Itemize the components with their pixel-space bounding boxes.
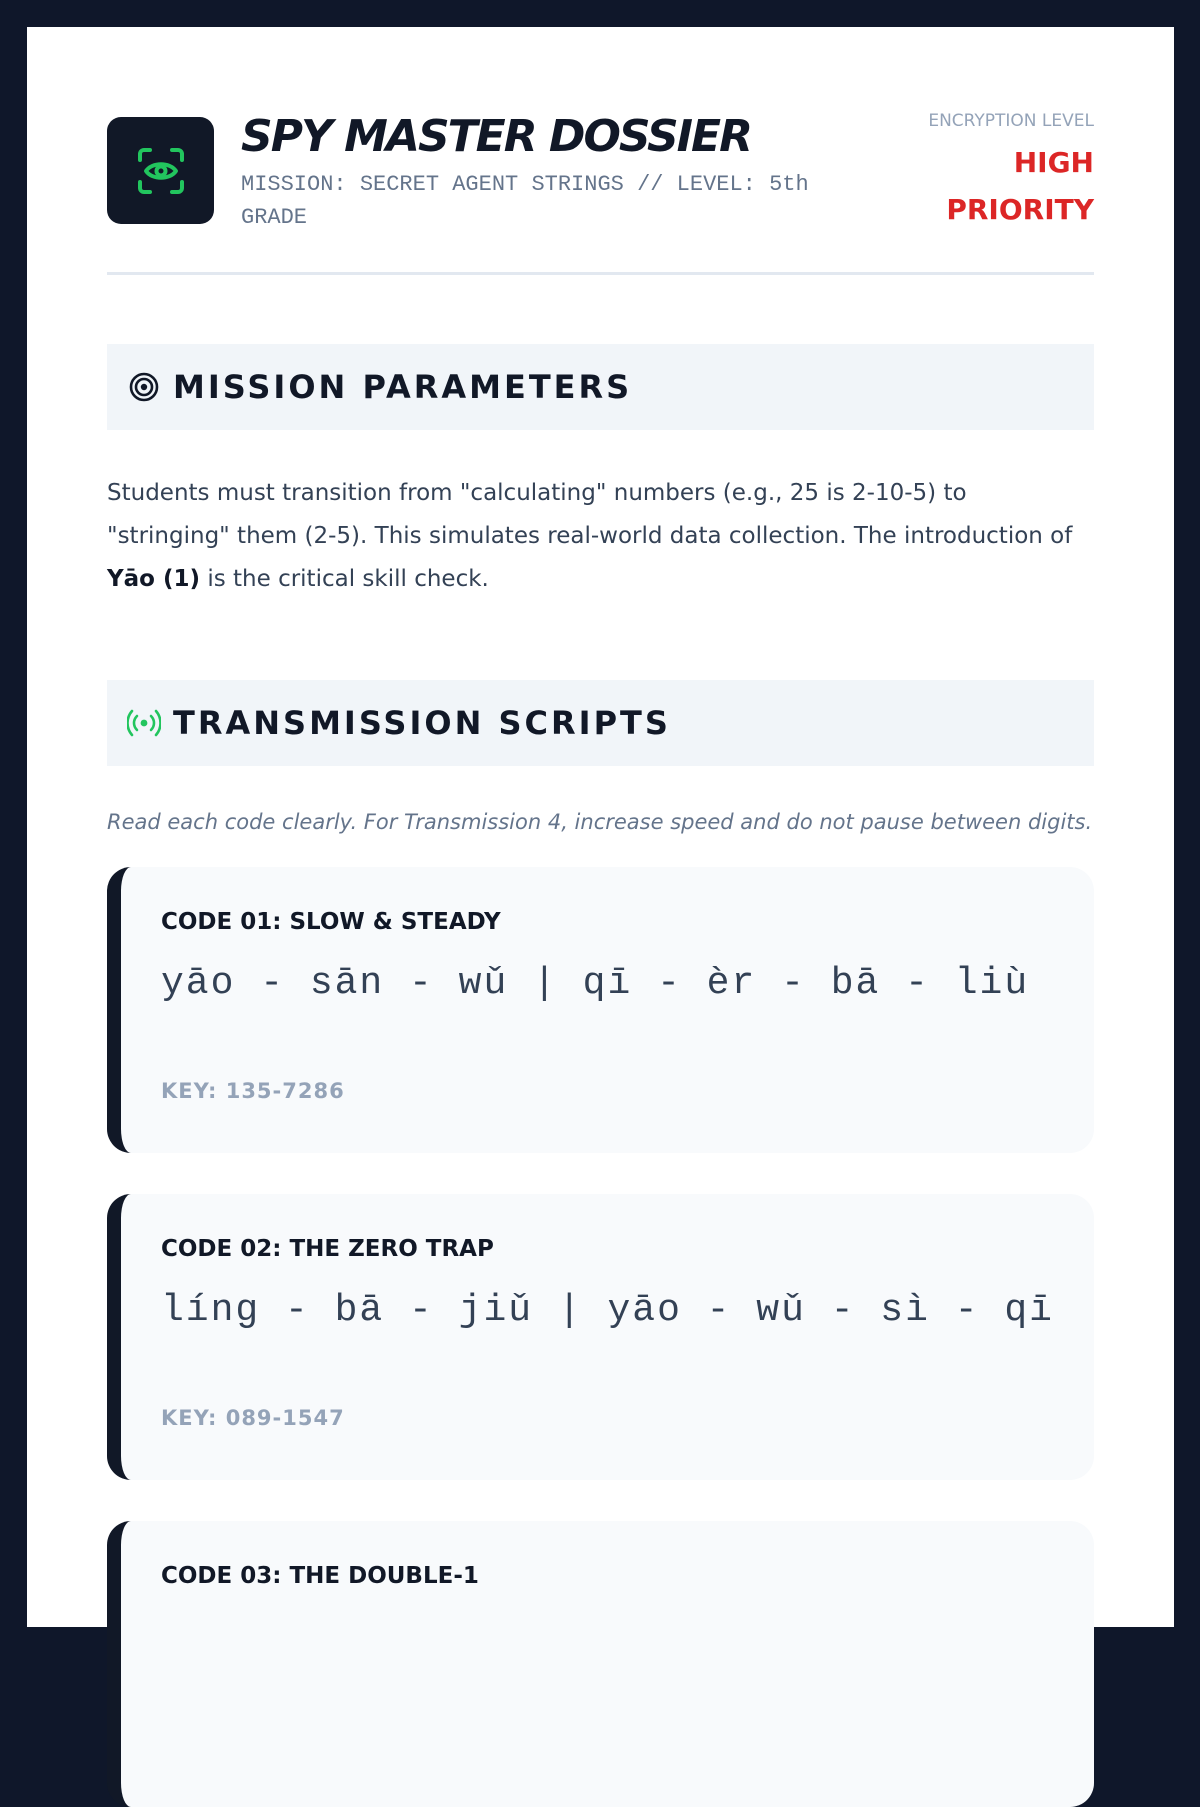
transmission-note: Read each code clearly. For Transmission 4, increase speed and do not pause between digits. <box>107 810 1093 834</box>
encryption-value: HIGH PRIORITY <box>946 146 1094 226</box>
encryption-label: ENCRYPTION LEVEL <box>928 111 1094 131</box>
section-title: TRANSMISSION SCRIPTS <box>173 704 671 742</box>
description-text: Students must transition from "calculating" numbers (e.g., 25 is 2-10-5) to "stringing" them (2-5). This simulates real-world data collection. The introduction of <box>107 480 1073 549</box>
page-title: SPY MASTER DOSSIER <box>241 111 751 162</box>
mission-description <box>107 472 1094 601</box>
code-script: yāo - sān - wǔ | qī - èr - bā - liù <box>161 962 1030 1005</box>
code-key: KEY: 135-7286 <box>161 1079 345 1103</box>
code-key: KEY: 089-1547 <box>161 1406 345 1430</box>
broadcast-icon <box>127 706 161 740</box>
code-title: CODE 03: THE DOUBLE-1 <box>161 1563 479 1589</box>
description-highlight: Yāo (1) <box>107 566 201 592</box>
code-title: CODE 01: SLOW & STEADY <box>161 909 501 935</box>
section-header-transmission <box>107 680 1094 766</box>
header-divider <box>107 272 1094 275</box>
eye-scan-icon <box>136 146 186 196</box>
mission-subtitle: MISSION: SECRET AGENT STRINGS // LEVEL: 5th GRADE <box>241 172 809 230</box>
dossier-page <box>27 27 1174 1627</box>
code-card <box>107 867 1094 1153</box>
code-title: CODE 02: THE ZERO TRAP <box>161 1236 494 1262</box>
logo <box>107 117 214 224</box>
section-header-parameters <box>107 344 1094 430</box>
code-card <box>107 1194 1094 1480</box>
code-script: líng - bā - jiǔ | yāo - wǔ - sì - qī <box>161 1289 1054 1332</box>
code-card <box>107 1521 1094 1807</box>
target-icon <box>127 370 161 404</box>
description-text-end: is the critical skill check. <box>200 566 489 592</box>
section-title: MISSION PARAMETERS <box>173 368 633 406</box>
dossier-header <box>107 111 1094 277</box>
